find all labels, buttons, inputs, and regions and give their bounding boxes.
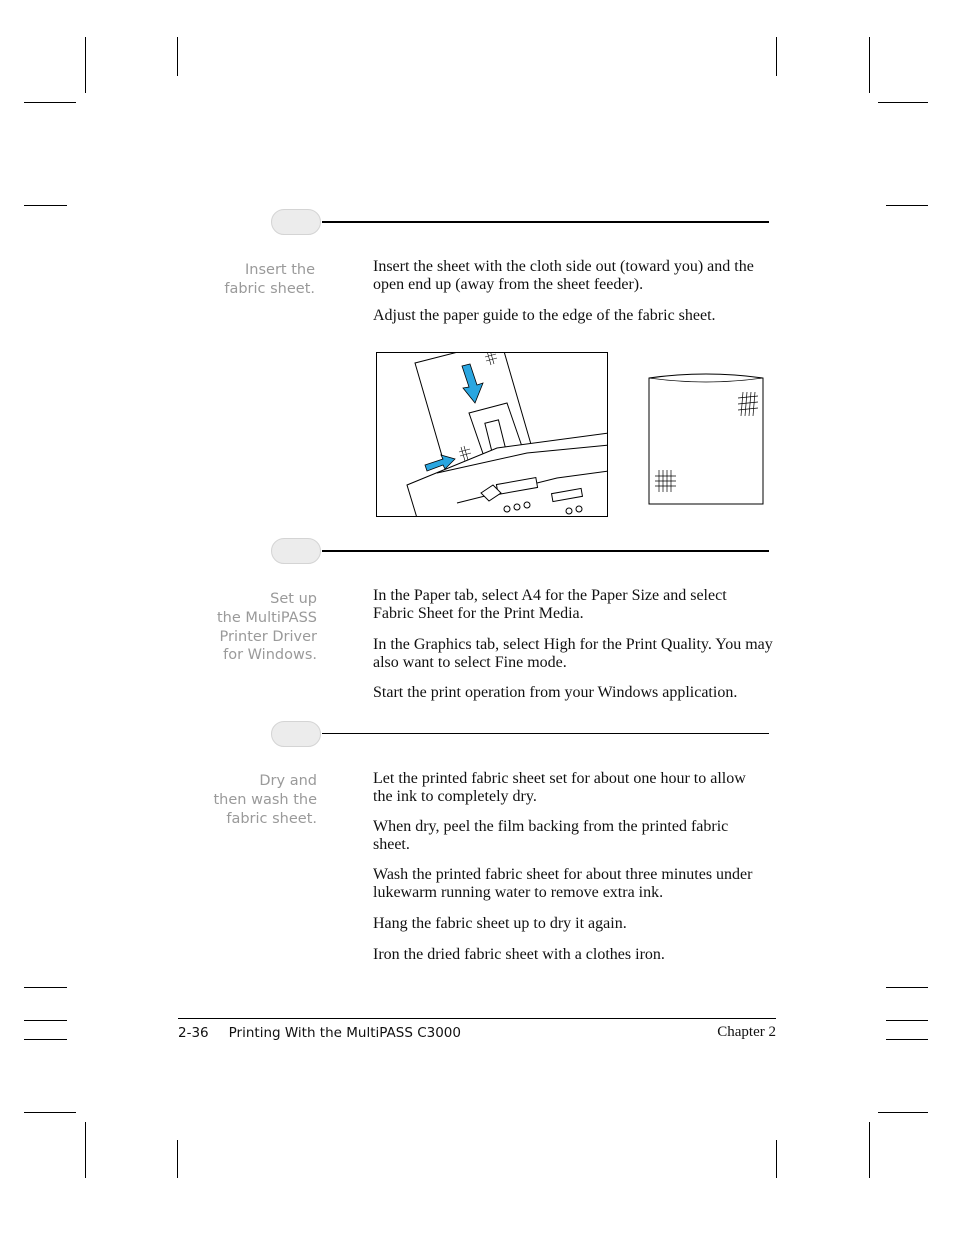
crop-mark [24, 987, 67, 988]
label-line: Insert the [245, 262, 315, 278]
crop-mark [886, 987, 928, 988]
label-line: the MultiPASS [217, 609, 317, 626]
page-number: 2-36 [178, 1025, 209, 1041]
crop-mark [886, 205, 928, 206]
instruction-paragraph: Adjust the paper guide to the edge of the fabric sheet. [373, 307, 716, 324]
label-line: Dry and [259, 773, 317, 789]
book-title: Printing With the MultiPASS C3000 [228, 1025, 461, 1041]
label-line: then wash the [213, 791, 317, 808]
crop-mark [85, 1122, 86, 1178]
footer-rule [178, 1018, 776, 1019]
crop-mark [177, 1140, 178, 1178]
crop-mark [869, 1122, 870, 1178]
crop-mark [776, 1140, 777, 1178]
crop-mark [24, 205, 67, 206]
crop-mark [24, 1112, 76, 1113]
instruction-paragraph: When dry, peel the film backing from the printed fabric sheet. [373, 818, 729, 853]
crop-mark [878, 102, 928, 103]
section-rule [322, 733, 769, 734]
crop-mark [177, 37, 178, 76]
instruction-paragraph: Start the print operation from your Windows application. [373, 684, 738, 701]
step-marker [271, 538, 321, 564]
section-label-dry-wash [167, 772, 317, 828]
crop-mark [878, 1112, 928, 1113]
instruction-paragraph: Let the printed fabric sheet set for about one hour to allow the ink to completely dry. [373, 770, 746, 805]
crop-mark [886, 1039, 928, 1040]
section-rule [322, 221, 769, 223]
printer-illustration [376, 352, 608, 517]
section-rule [322, 550, 769, 552]
instruction-paragraph: Wash the printed fabric sheet for about three minutes under lukewarm running water to remove extra ink. [373, 866, 753, 901]
crop-mark [869, 37, 870, 93]
crop-mark [24, 1039, 67, 1040]
fabric-sheet-icon [645, 370, 767, 508]
step-marker [271, 721, 321, 747]
step-marker [271, 209, 321, 235]
crop-mark [886, 1020, 928, 1021]
instruction-paragraph: Hang the fabric sheet up to dry it again. [373, 915, 627, 932]
label-line: fabric sheet. [226, 810, 317, 827]
crop-mark [85, 37, 86, 93]
section-label-setup [167, 590, 317, 665]
crop-mark [776, 37, 777, 76]
crop-mark [24, 1020, 67, 1021]
chapter-label: Chapter 2 [717, 1024, 776, 1040]
instruction-paragraph: In the Paper tab, select A4 for the Paper Size and select Fabric Sheet for the Print Media. [373, 587, 727, 622]
instruction-paragraph: Insert the sheet with the cloth side out (toward you) and the open end up (away from the sheet feeder). [373, 258, 754, 293]
label-line: for Windows. [223, 647, 317, 664]
crop-mark [24, 102, 76, 103]
label-line: Printer Driver [219, 628, 317, 645]
label-line: fabric sheet. [224, 280, 315, 297]
label-line: Set up [270, 591, 317, 607]
printer-feeder-icon [377, 353, 608, 517]
footer-left [178, 1025, 461, 1041]
fabric-sheet-illustration [645, 370, 767, 508]
section-label-insert [165, 261, 315, 299]
instruction-paragraph: In the Graphics tab, select High for the Print Quality. You may also want to select Fine mode. [373, 636, 773, 671]
instruction-paragraph: Iron the dried fabric sheet with a clothes iron. [373, 946, 665, 963]
